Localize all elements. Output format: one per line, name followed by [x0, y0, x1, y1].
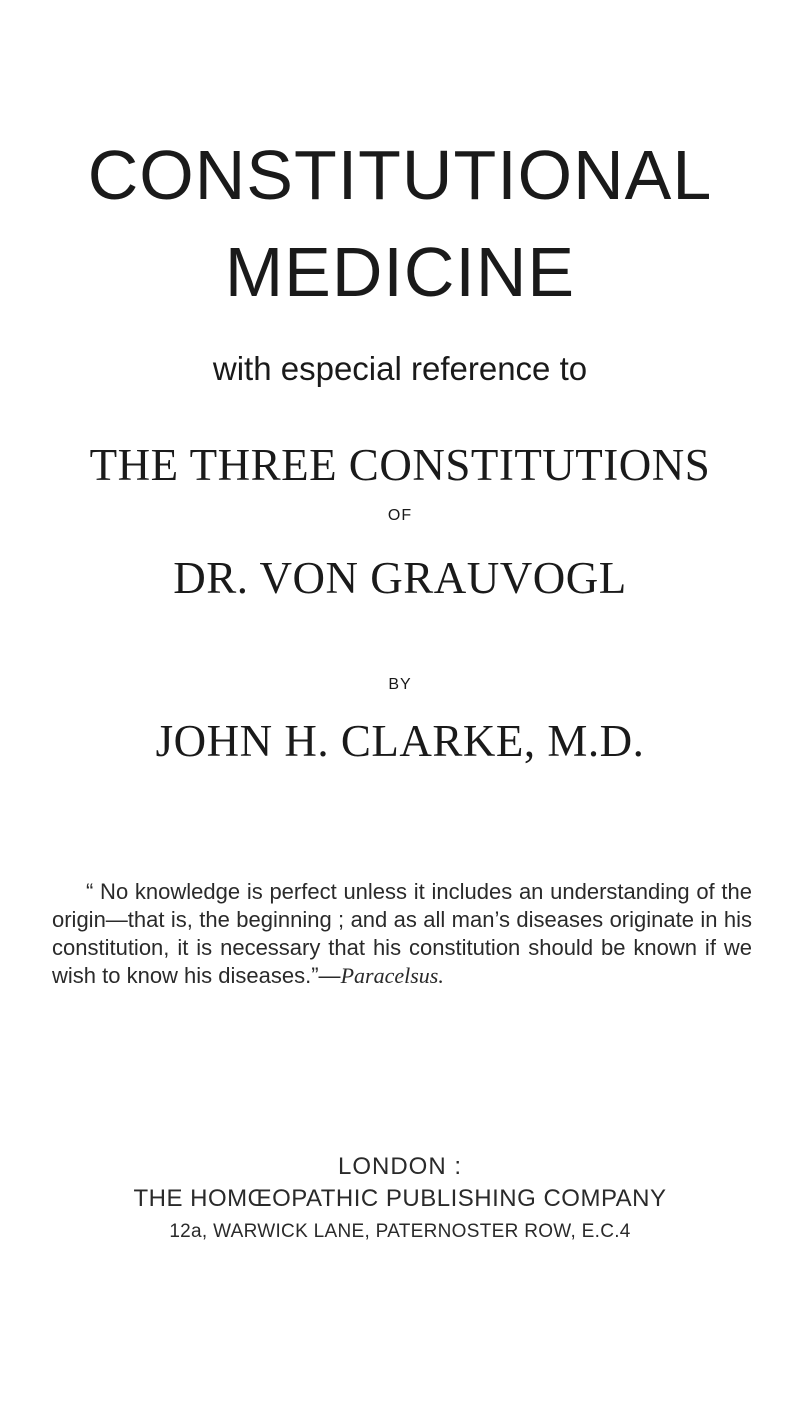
imprint-publisher: THE HOMŒOPATHIC PUBLISHING COMPANY [133, 1185, 667, 1212]
topic-line-1: THE THREE CONSTITUTIONS [89, 440, 711, 490]
topic-connector: OF [387, 507, 413, 524]
epigraph-text: “ No knowledge is perfect unless it includes an understanding of the origin—that is, the beginning ; and as all man’s diseases originate in his constitution, it is necessary that his constitution should be known if we wish to know his diseases.”— [52, 879, 752, 988]
author-name: JOHN H. CLARKE, M.D. [155, 716, 645, 766]
epigraph-attribution: Paracelsus. [340, 963, 444, 988]
imprint-city: LONDON : [337, 1153, 462, 1180]
book-title-line-1: CONSTITUTIONAL [87, 136, 713, 214]
epigraph [52, 878, 752, 990]
book-title-line-2: MEDICINE [224, 233, 576, 311]
subtitle: with especial reference to [212, 350, 588, 387]
imprint-address: 12a, WARWICK LANE, PATERNOSTER ROW, E.C.4 [169, 1221, 631, 1242]
byline-label: BY [388, 676, 412, 693]
topic-line-2: DR. VON GRAUVOGL [173, 553, 627, 603]
